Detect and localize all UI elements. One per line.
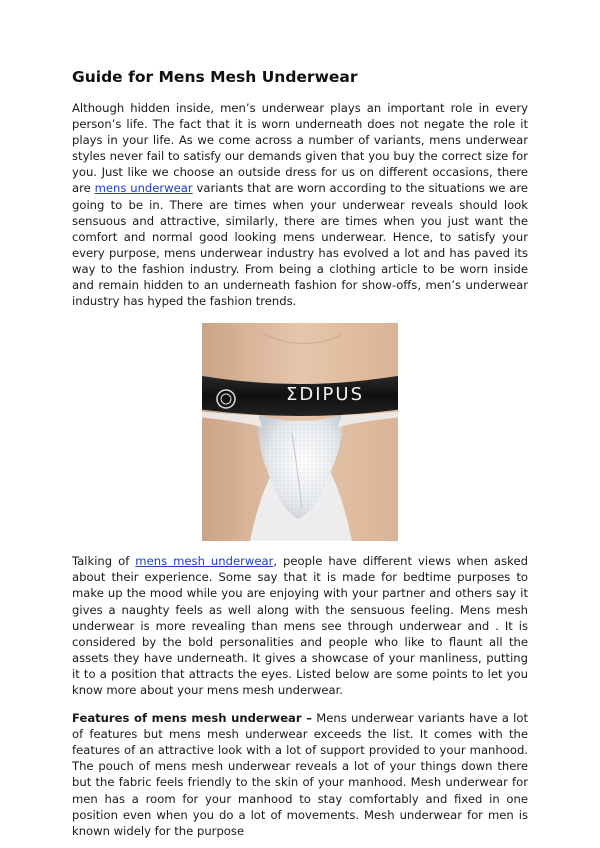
document-title: Guide for Mens Mesh Underwear (72, 68, 358, 86)
features-heading: Features of mens mesh underwear – (72, 711, 313, 726)
mesh-text-start: Talking of (72, 554, 136, 569)
features-text: Mens underwear variants have a lot of features but mens mesh underwear exceeds the list. It comes with the features of an attractive look with a lot of support provided to your manhood. The pouch of mens mesh underwear reveals a lot of your things down there but the fabric feels friendly to the skin of your manhood. Mesh underwear for men has a room for your manhood to stay comfortably and fixed in one position even when you do a lot of movements. Mesh underwear for men is known widely for the purpose (72, 711, 528, 838)
mesh-paragraph (72, 553, 528, 698)
intro-text-end: variants that are worn according to the situations we are going to be in. There are times when your underwear reveals should look sensuous and attractive, similarly, there are times when you just want the comfort and normal good looking mens underwear. Hence, to satisfy your every purpose, mens underwear industry has evolved a lot and has paved its way to the fashion industry. From being a clothing article to be worn inside and remain hidden to an underneath fashion for show-offs, men’s underwear industry has hyped the fashion trends. (72, 181, 528, 309)
product-photo (202, 323, 398, 541)
intro-text-start: Although hidden inside, men’s underwear plays an important role in every person’s life. The fact that it is worn underneath does not negate the role it plays in your life. As we come across a number of variants, mens underwear styles never fail to satisfy our demands given that you buy the correct size for you. Just like we choose an outside dress for us on different occasions, there are (72, 101, 528, 196)
product-photo-illustration (202, 323, 398, 541)
brand-text: ΣDIPUS (286, 384, 364, 406)
intro-paragraph (72, 100, 528, 309)
features-paragraph (72, 710, 528, 839)
mesh-text-end: , people have different views when asked about their experience. Some say that it is made for bedtime purposes to make up the mood while you are enjoying with your partner and others say it gives a naughty feels as well along with the sensuous feeling. Mens mesh underwear is more revealing than mens see through underwear and . It is considered by the bold personalities and people who like to flaunt all the assets they have underneath. It gives a showcase of your manliness, putting it to a position that attracts the eyes. Listed below are some points to let you know more about your mens mesh underwear. (72, 554, 528, 697)
mens-underwear-link[interactable]: mens underwear (94, 181, 193, 196)
mens-mesh-underwear-link[interactable]: mens mesh underwear (135, 554, 274, 569)
